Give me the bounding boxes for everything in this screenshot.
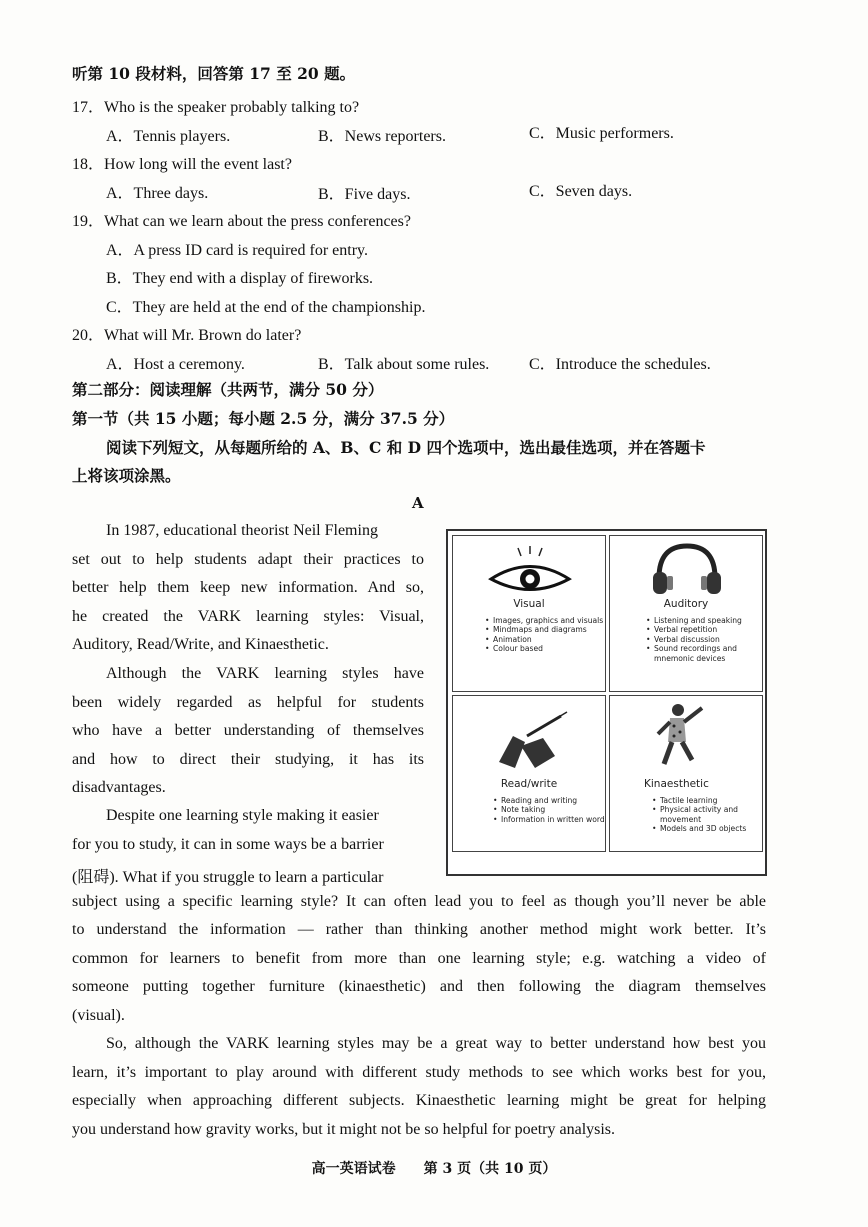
list-item: • Information in written word [501,815,605,824]
visual-title: Visual [513,598,545,610]
option-18-a: A．Three days. [106,185,209,202]
passage-line: especially when approaching different subjects. Kinaesthetic learning might be great for helping [72,1092,766,1109]
auditory-list [644,616,762,663]
passage-line: for you to study, it can in some ways be a barrier [72,836,384,853]
question-text: What will Mr. Brown do later? [104,327,302,344]
visual-cell [452,535,606,692]
eye-icon [485,546,575,596]
passage-line: disadvantages. [72,779,166,796]
option-19-a: A．A press ID card is required for entry. [106,242,368,259]
option-17-c: C．Music performers. [529,125,674,142]
jumping-person-icon [640,698,710,778]
passage-line: been widely regarded as helpful for students [72,694,424,711]
instructions-line-1: 阅读下列短文，从每题所给的 A、B、C 和 D 四个选项中，选出最佳选项，并在答题卡 [106,438,706,457]
passage-line: and how to direct their studying, it has its [72,751,424,768]
auditory-title: Auditory [663,598,709,610]
list-item: • Note taking [501,805,605,814]
option-17-a: A．Tennis players. [106,128,231,145]
list-item: • Models and 3D objects [660,824,762,833]
passage-line: you understand how gravity works, but it might not be so helpful for poetry analysis. [72,1121,616,1138]
list-item: • Colour based [493,644,603,653]
option-20-a: A．Host a ceremony. [106,356,245,373]
question-18 [72,151,292,174]
question-number: 18． [72,156,105,173]
option-20-b: B．Talk about some rules. [318,356,490,373]
question-17 [72,94,359,117]
question-19 [72,208,411,231]
passage-line: (阻碍). What if you struggle to learn a particular [72,869,384,886]
hand-writing-icon [491,706,571,776]
question-text: Who is the speaker probably talking to? [104,99,360,116]
instructions-line-2: 上将该项涂黑。 [72,466,181,485]
passage-line: learn, it’s important to play around with different study methods to see which works best for you, [72,1064,766,1081]
readwrite-title: Read/write [500,778,558,790]
list-item: • Verbal repetition [654,625,762,634]
question-text: What can we learn about the press conferences? [104,213,411,230]
option-18-b: B．Five days. [318,186,411,203]
passage-line: to understand the information — rather than thinking another method might work better. It’s [72,921,766,938]
passage-line: In 1987, educational theorist Neil Fleming [106,522,378,539]
readwrite-cell [452,695,606,852]
passage-line: someone putting together furniture (kinaesthetic) and then following the diagram themselves [72,978,766,995]
passage-line: who have a better understanding of themselves [72,722,424,739]
question-number: 19． [72,213,105,230]
passage-label: A [412,494,424,512]
passage-line: subject using a specific learning style? It can often lead you to feel as though you’ll never be able [72,893,766,910]
list-item: • Listening and speaking [654,616,762,625]
headphones-icon [647,540,727,596]
vark-figure [446,529,767,876]
page-footer: 高一英语试卷 第 3 页（共 10 页） [311,1161,557,1177]
kinaesthetic-cell [609,695,763,852]
list-item: • Images, graphics and visuals [493,616,603,625]
list-item: • Verbal discussion [654,635,762,644]
passage-line: he created the VARK learning styles: Visual, [72,608,424,625]
kinaesthetic-list [650,796,762,834]
section1-title: 第一节（共 15 小题；每小题 2.5 分，满分 37.5 分） [72,409,455,428]
passage-line: common for learners to benefit from more than one learning style; e.g. watching a video of [72,950,766,967]
question-text: How long will the event last? [104,156,292,173]
section-intro: 听第 10 段材料，回答第 17 至 20 题。 [72,64,356,83]
list-item: • Animation [493,635,603,644]
question-number: 20． [72,327,105,344]
passage-line: Although the VARK learning styles have [106,665,424,682]
passage-line: Despite one learning style making it easier [106,807,379,824]
list-item: • Tactile learning [660,796,762,805]
auditory-cell [609,535,763,692]
list-item: • Mindmaps and diagrams [493,625,603,634]
readwrite-list [491,796,605,824]
passage-line: better help them keep new information. And so, [72,579,424,596]
option-18-c: C．Seven days. [529,183,633,200]
list-item: • Sound recordings and mnemonic devices [654,644,762,663]
option-19-c: C．They are held at the end of the championship. [106,299,426,316]
part2-title: 第二部分：阅读理解（共两节，满分 50 分） [72,380,384,399]
list-item: • Reading and writing [501,796,605,805]
question-number: 17． [72,99,105,116]
option-17-b: B．News reporters. [318,128,446,145]
list-item: • Physical activity and movement [660,805,762,824]
passage-line: (visual). [72,1007,125,1024]
question-20 [72,322,301,345]
visual-list [483,616,603,654]
option-19-b: B．They end with a display of fireworks. [106,270,374,287]
passage-line: Auditory, Read/Write, and Kinaesthetic. [72,636,329,653]
passage-line: set out to help students adapt their practices to [72,551,424,568]
passage-line: So, although the VARK learning styles may be a great way to better understand how best you [106,1035,766,1052]
option-20-c: C．Introduce the schedules. [529,356,711,373]
kinaesthetic-title: Kinaesthetic [644,778,709,790]
